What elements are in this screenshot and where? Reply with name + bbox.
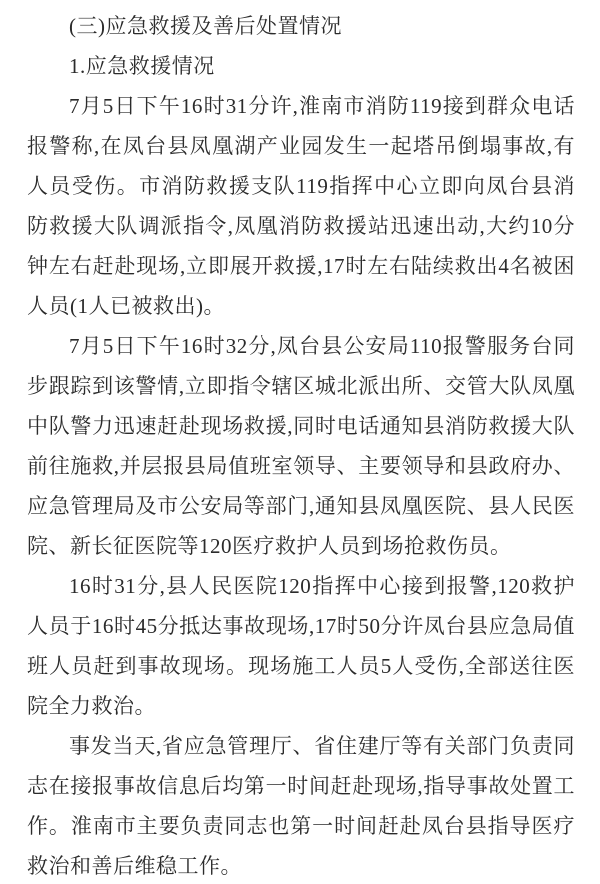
document-body xyxy=(27,6,575,884)
body-paragraph: 16时31分,县人民医院120指挥中心接到报警,120救护人员于16时45分抵达事故现场,17时50分许凤台县应急局值班人员赶到事故现场。现场施工人员5人受伤,全部送往医院全力救治。 xyxy=(27,574,575,718)
body-paragraph: 7月5日下午16时32分,凤台县公安局110报警服务台同步跟踪到该警情,立即指令辖区城北派出所、交管大队凤凰中队警力迅速赶赴现场救援,同时电话通知县消防救援大队前往施救,并层报县局值班室领导、主要领导和县政府办、应急管理局及市公安局等部门,通知县凤凰医院、县人民医院、新长征医院等120医疗救护人员到场抢救伤员。 xyxy=(27,334,575,558)
section-heading: (三)应急救援及善后处置情况 xyxy=(69,14,342,38)
body-paragraph: 事发当天,省应急管理厅、省住建厅等有关部门负责同志在接报事故信息后均第一时间赶赴现场,指导事故处置工作。淮南市主要负责同志也第一时间赶赴凤台县指导医疗救治和善后维稳工作。 xyxy=(27,734,575,878)
body-paragraph: 7月5日下午16时31分许,淮南市消防119接到群众电话报警称,在凤台县凤凰湖产业园发生一起塔吊倒塌事故,有人员受伤。市消防救援支队119指挥中心立即向凤台县消防救援大队调派指令,凤凰消防救援站迅速出动,大约10分钟左右赶赴现场,立即展开救援,17时左右陆续救出4名被困人员(1人已被救出)。 xyxy=(27,94,575,318)
subsection-heading: 1.应急救援情况 xyxy=(69,54,215,78)
